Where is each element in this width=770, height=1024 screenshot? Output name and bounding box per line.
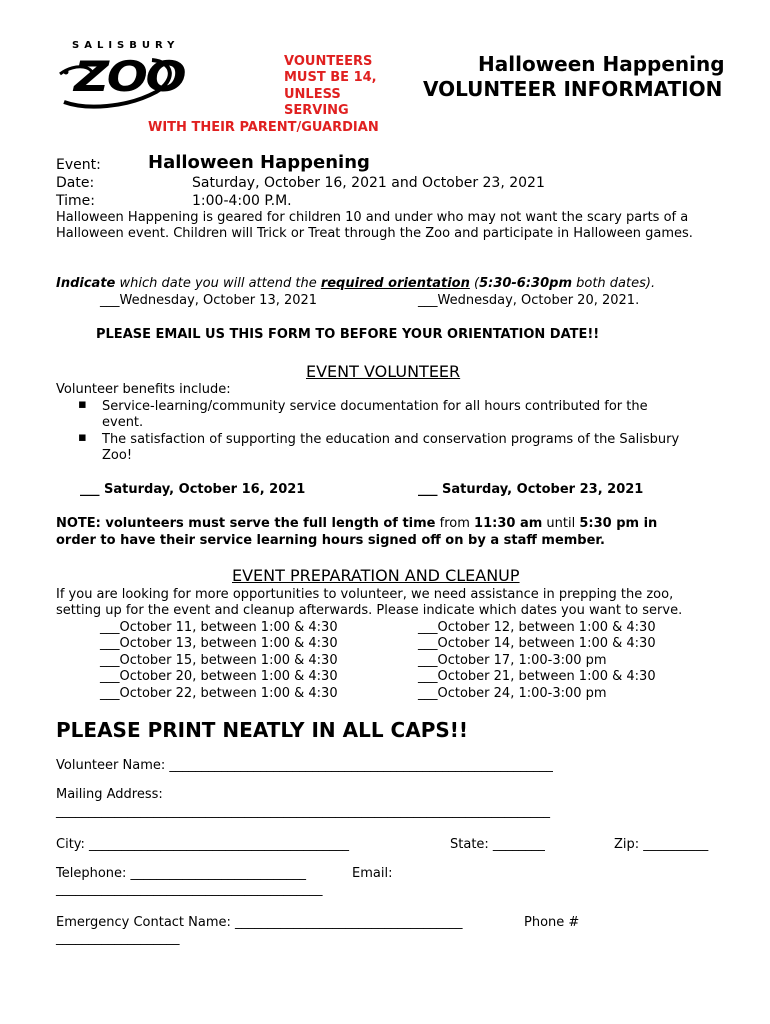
prep-date-option[interactable]: ___October 22, between 1:00 & 4:30 <box>100 686 338 701</box>
benefit-1-line-1: Service-learning/community service documentation for all hours contributed for the <box>102 399 648 414</box>
notice-line-2: MUST BE 14, <box>284 70 377 85</box>
email-notice: PLEASE EMAIL US THIS FORM TO BEFORE YOUR ORIENTATION DATE!! <box>96 327 600 342</box>
note-plain-1: from <box>435 516 475 531</box>
logo-top-text: SALISBURY <box>72 40 180 51</box>
prep-date-option[interactable]: ___October 17, 1:00-3:00 pm <box>418 653 607 668</box>
event-label: Event: <box>56 157 101 173</box>
prep-heading: EVENT PREPARATION AND CLEANUP <box>232 566 520 585</box>
page-title-line-1: Halloween Happening <box>478 52 725 76</box>
bullet-icon: ▪ <box>78 430 87 445</box>
notice-line-3: UNLESS <box>284 87 341 102</box>
volunteer-date-2[interactable]: ___ Saturday, October 23, 2021 <box>418 482 644 497</box>
page-title-line-2: VOLUNTEER INFORMATION <box>423 77 723 101</box>
event-description: Halloween Happening is geared for children 10 and under who may not want the scary parts of a Halloween event. Children will Trick or Treat through the Zoo and participate in Halloween games. <box>56 210 693 241</box>
benefits-intro: Volunteer benefits include: <box>56 382 231 397</box>
orientation-required: required orientation <box>320 276 470 291</box>
note-plain-2: until <box>542 516 580 531</box>
volunteer-name-field[interactable]: Volunteer Name: ___________________________________________________________ <box>56 758 553 773</box>
benefit-2-line-1: The satisfaction of supporting the education and conservation programs of the Salisbury <box>102 432 680 447</box>
volunteer-note-line-1 <box>56 516 657 532</box>
volunteer-note-line-2: order to have their service learning hours signed off on by a staff member. <box>56 533 605 548</box>
orientation-text-3: both dates). <box>572 276 656 291</box>
prep-date-option[interactable]: ___October 24, 1:00-3:00 pm <box>418 686 607 701</box>
prep-date-option[interactable]: ___October 14, between 1:00 & 4:30 <box>418 636 656 651</box>
prep-intro-line-1: If you are looking for more opportunities to volunteer, we need assistance in prepping the zoo, <box>56 587 674 602</box>
telephone-field[interactable]: Telephone: ___________________________ <box>56 866 307 881</box>
orientation-indicate: Indicate <box>56 276 116 291</box>
prep-date-option[interactable]: ___October 15, between 1:00 & 4:30 <box>100 653 338 668</box>
notice-line-4: SERVING <box>284 103 349 118</box>
note-bold-1: NOTE: volunteers must serve the full length of time <box>56 516 436 531</box>
zoo-logo <box>56 40 185 112</box>
time-label: Time: <box>56 193 95 209</box>
orientation-text-2: ( <box>469 276 480 291</box>
prep-intro-line-2: setting up for the event and cleanup afterwards. Please indicate which dates you want to serve. <box>56 603 683 618</box>
event-name: Halloween Happening <box>148 152 370 173</box>
orientation-instruction <box>56 276 655 292</box>
zip-field[interactable]: Zip: __________ <box>614 837 709 852</box>
benefit-2-line-2: Zoo! <box>102 448 133 463</box>
volunteer-date-1[interactable]: ___ Saturday, October 16, 2021 <box>80 482 306 497</box>
note-time-1: 11:30 am <box>474 516 543 531</box>
orientation-times: 5:30-6:30pm <box>479 276 572 291</box>
phone-label: Phone # <box>524 915 580 930</box>
city-field[interactable]: City: ________________________________________ <box>56 837 350 852</box>
prep-date-option[interactable]: ___October 20, between 1:00 & 4:30 <box>100 669 338 684</box>
prep-date-option[interactable]: ___October 21, between 1:00 & 4:30 <box>418 669 656 684</box>
date-value: Saturday, October 16, 2021 and October 23, 2021 <box>192 175 545 191</box>
prep-date-option[interactable]: ___October 12, between 1:00 & 4:30 <box>418 620 656 635</box>
email-label: Email: <box>352 866 393 881</box>
event-volunteer-heading: EVENT VOLUNTEER <box>306 362 461 381</box>
bullet-icon: ▪ <box>78 397 87 412</box>
notice-line-1: VOUNTEERS <box>284 54 373 69</box>
prep-date-option[interactable]: ___October 13, between 1:00 & 4:30 <box>100 636 338 651</box>
logo-main-text: ZOO <box>74 52 185 101</box>
orientation-text-1: which date you will attend the <box>115 276 321 291</box>
note-time-2: 5:30 pm in <box>579 516 658 531</box>
print-notice: PLEASE PRINT NEATLY IN ALL CAPS!! <box>56 718 468 742</box>
phone-field[interactable]: ___________________ <box>56 931 180 946</box>
time-value: 1:00-4:00 P.M. <box>192 193 292 209</box>
date-label: Date: <box>56 175 95 191</box>
state-field[interactable]: State: ________ <box>450 837 545 852</box>
mailing-address-label: Mailing Address: <box>56 787 163 802</box>
orientation-option-1[interactable]: ___Wednesday, October 13, 2021 <box>100 293 318 308</box>
notice-line-5: WITH THEIR PARENT/GUARDIAN <box>148 120 379 135</box>
prep-date-option[interactable]: ___October 11, between 1:00 & 4:30 <box>100 620 338 635</box>
mailing-address-field[interactable]: ____________________________________________________________________________ <box>56 804 550 819</box>
emergency-contact-field[interactable]: Emergency Contact Name: ___________________________________ <box>56 915 463 930</box>
email-field[interactable]: _________________________________________ <box>56 882 323 897</box>
benefit-1-line-2: event. <box>102 415 144 430</box>
orientation-option-2[interactable]: ___Wednesday, October 20, 2021. <box>418 293 640 308</box>
